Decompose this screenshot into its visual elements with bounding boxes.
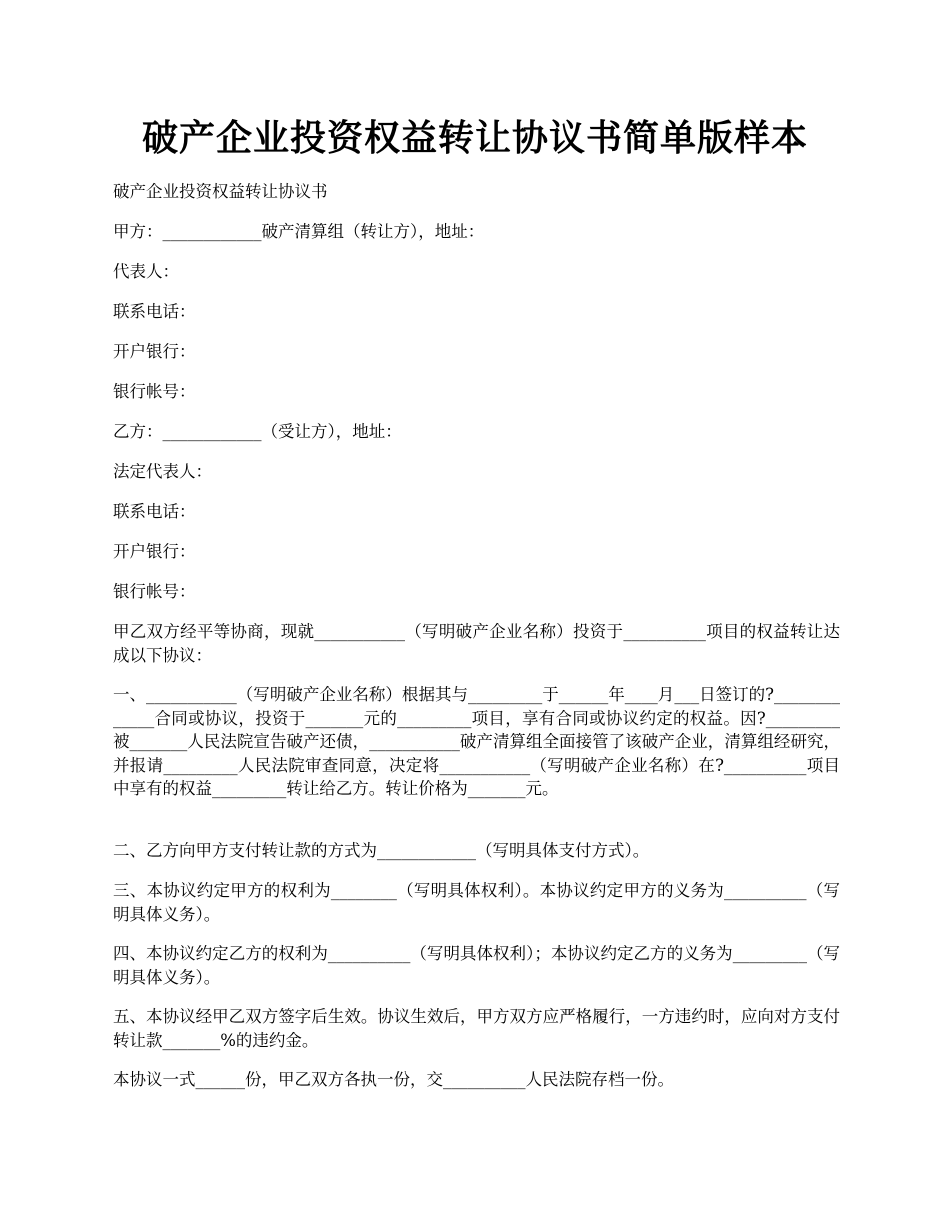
intro-paragraph: 甲乙双方经平等协商，现就___________（写明破产企业名称）投资于__________项目的权益转让达成以下协议：: [113, 622, 840, 665]
clause-paragraph: 五、本协议经甲乙双方签字后生效。协议生效后，甲方双方应严格履行，一方违约时，应向对方支付转让款_______%的违约金。: [113, 1007, 840, 1050]
closing-paragraph: 本协议一式______份，甲乙双方各执一份，交__________人民法院存档一份。: [113, 1070, 674, 1089]
party-b-account: 银行帐号：: [113, 582, 196, 601]
party-a-bank: 开户银行：: [113, 342, 196, 361]
clause-paragraph: 二、乙方向甲方支付转让款的方式为____________（写明具体支付方式）。: [113, 841, 650, 860]
party-b-phone: 联系电话：: [113, 502, 196, 521]
party-b-line: 乙方：____________（受让方），地址：: [113, 422, 402, 441]
document-title: 破产企业投资权益转让协议书简单版样本: [141, 117, 808, 159]
party-a-account: 银行帐号：: [113, 382, 196, 401]
party-b-bank: 开户银行：: [113, 542, 196, 561]
clause-paragraph: 三、本协议约定甲方的权利为________（写明具体权利）。本协议约定甲方的义务为__________（写明具体义务）。: [113, 881, 840, 924]
party-a-phone: 联系电话：: [113, 302, 196, 321]
party-a-representative: 代表人：: [113, 262, 179, 281]
party-a-line: 甲方：____________破产清算组（转让方），地址：: [113, 222, 485, 241]
clause-paragraph: 四、本协议约定乙方的权利为__________（写明具体权利）；本协议约定乙方的义务为_________（写明具体义务）。: [113, 944, 840, 987]
document-subtitle: 破产企业投资权益转让协议书: [113, 182, 328, 201]
clause-paragraph: 一、___________（写明破产企业名称）根据其与_________于______年____月___日签订的?_____________合同或协议，投资于_______元的_________项目，享有合同或协议约定的权益。因?_________被_______人民法院宣告破产还债，___________破产清算组全面接管了该破产企业，清算组经研究，并报请_________人民法院审查同意，决定将___________（写明破产企业名称）在?__________项目中享有的权益_________转让给乙方。转让价格为_______元。: [113, 685, 840, 798]
party-b-legal-representative: 法定代表人：: [113, 462, 212, 481]
